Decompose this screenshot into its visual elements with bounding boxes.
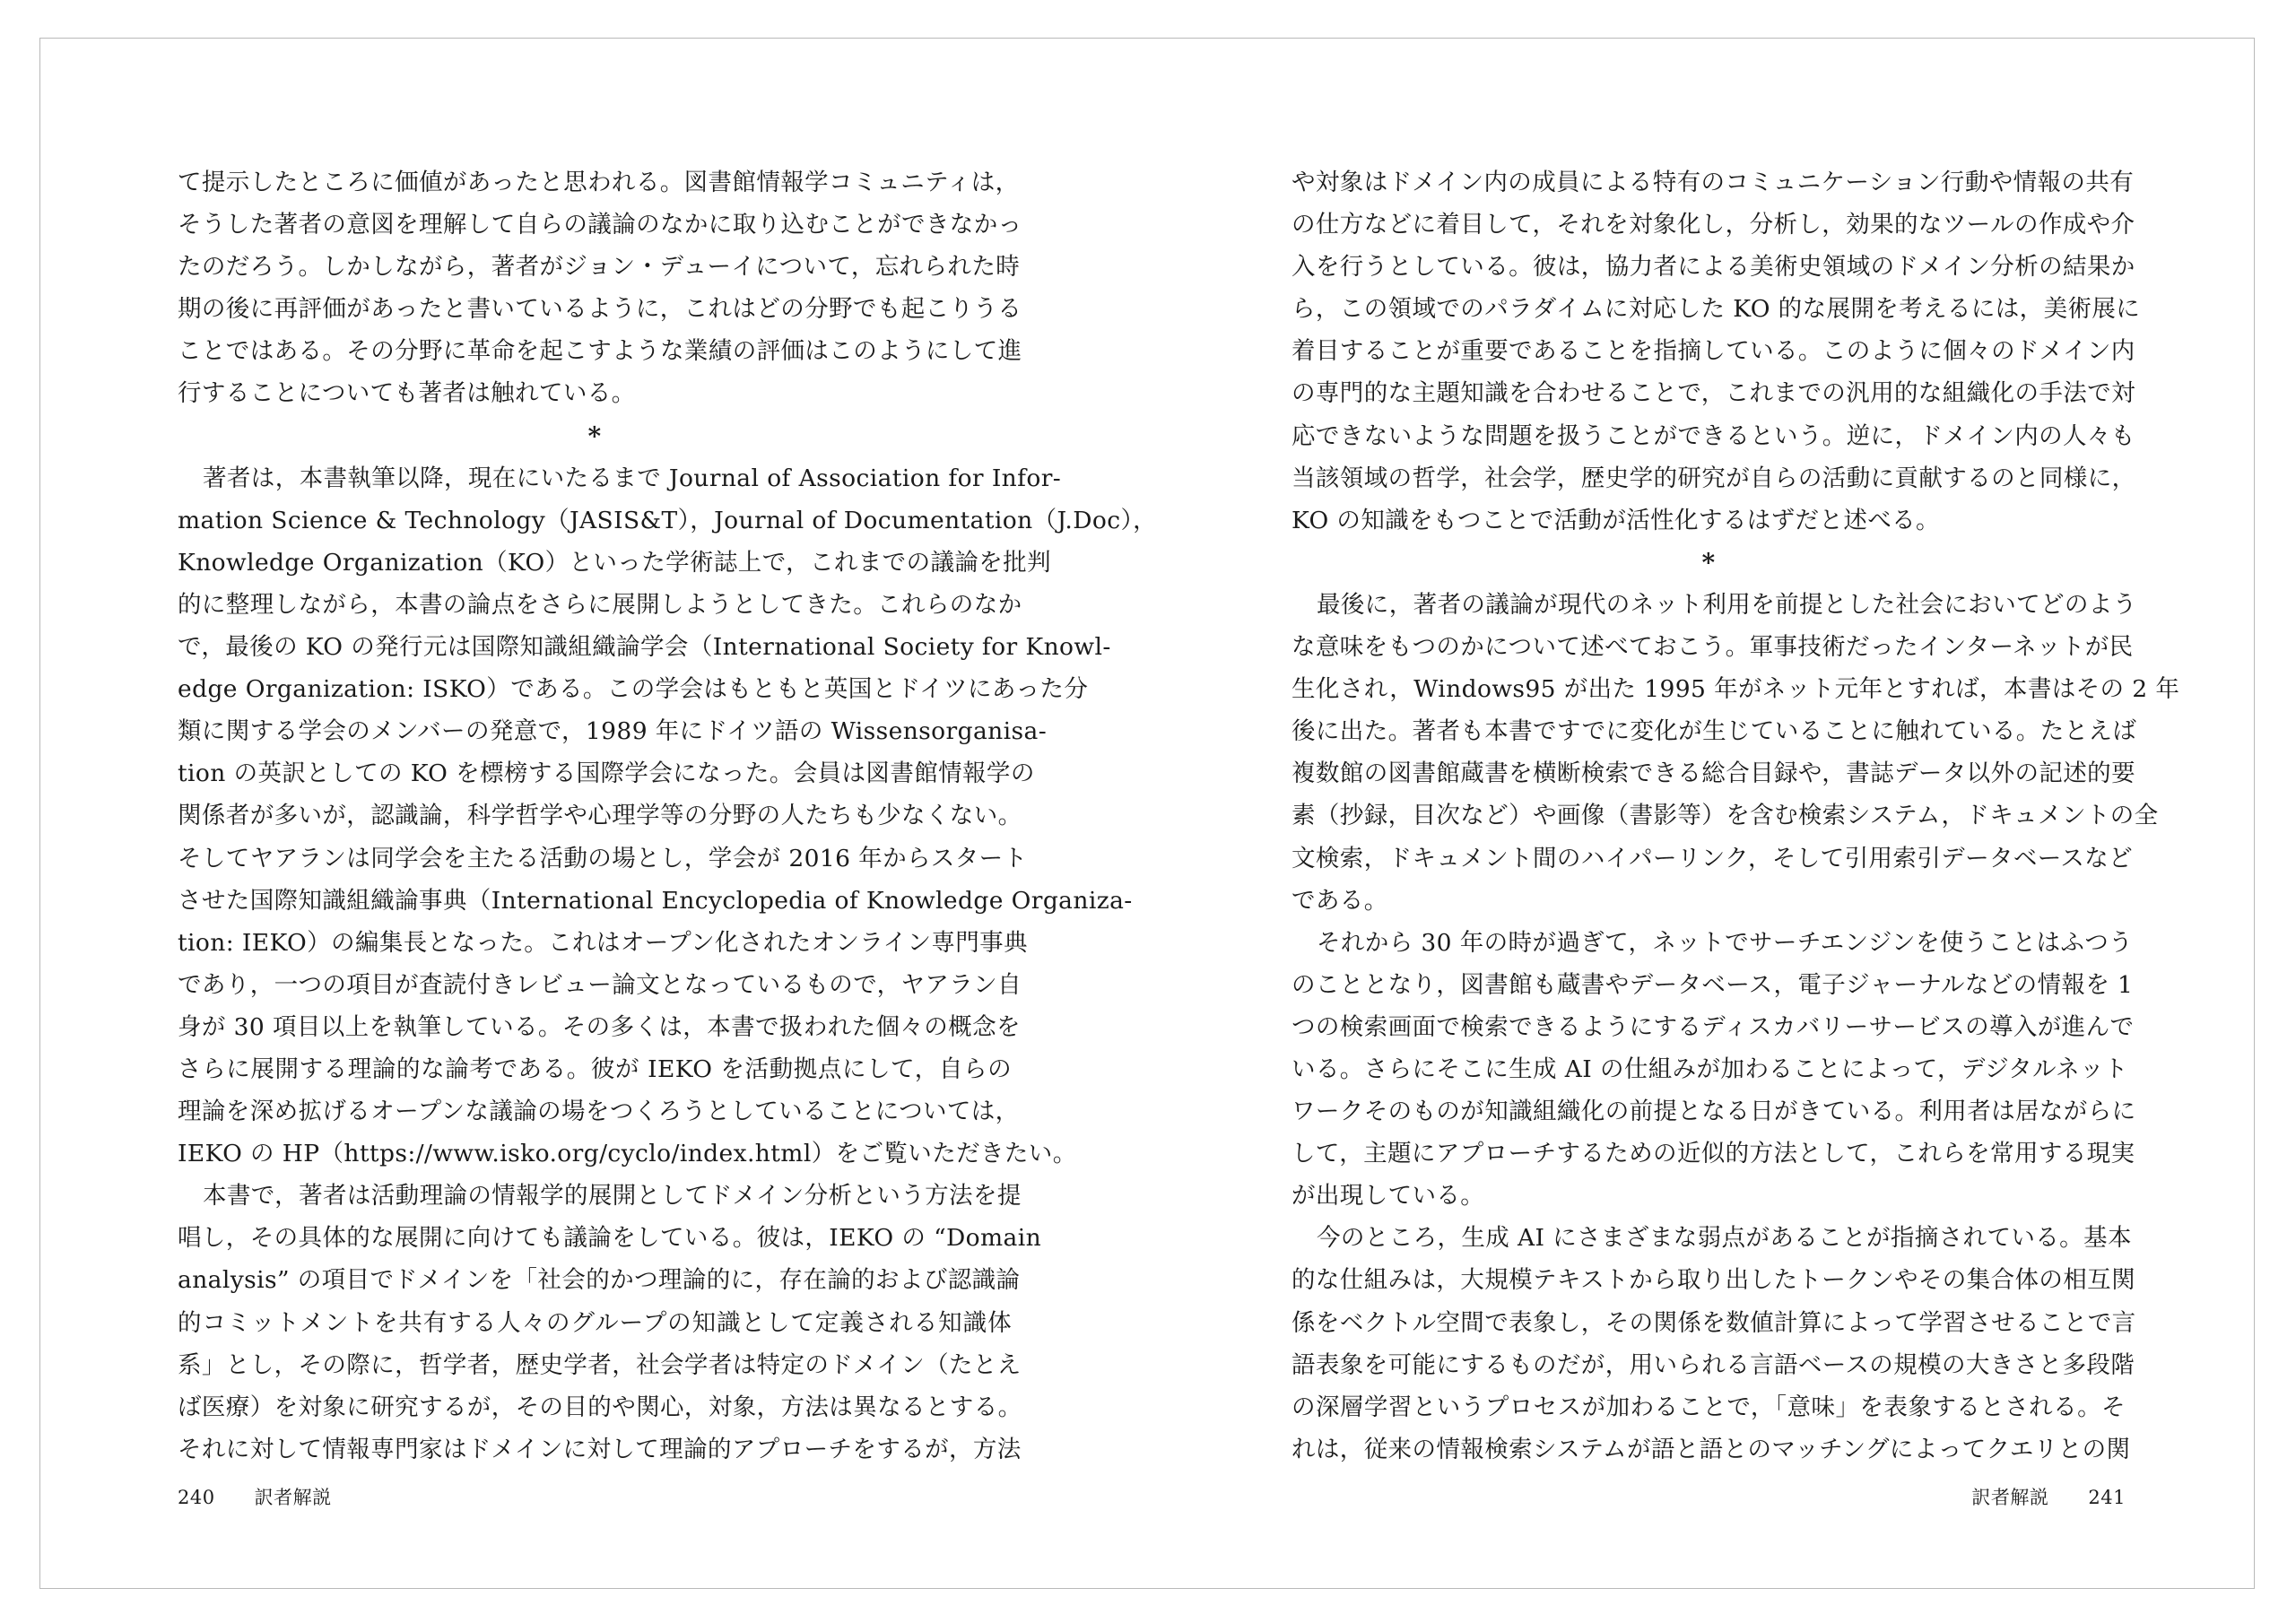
text-line: 唱し，その具体的な展開に向けても議論をしている。彼は，IEKO の “Domain xyxy=(178,1224,1042,1253)
text-line: 今のところ，生成 AI にさまざまな弱点があることが指摘されている。基本 xyxy=(1317,1224,2132,1253)
text-line: IEKO の HP（https://www.isko.org/cyclo/index.html）をご覧いただきたい。 xyxy=(178,1140,1077,1168)
text-line: 的に整理しながら，本書の論点をさらに展開しようとしてきた。これらのなか xyxy=(178,590,1022,619)
text-line: 語表象を可能にするものだが，用いられる言語ベースの規模の大きさと多段階 xyxy=(1292,1350,2135,1379)
text-line: 関係者が多いが，認識論，科学哲学や心理学等の分野の人たちも少なくない。 xyxy=(178,802,1022,830)
text-line: が出現している。 xyxy=(1292,1182,1485,1211)
running-footer: 訳者解説 xyxy=(254,1487,332,1508)
text-line: 着目することが重要であることを指摘している。このように個々のドメイン内 xyxy=(1292,337,2135,366)
text-line: たのだろう。しかしながら，著者がジョン・デューイについて，忘れられた時 xyxy=(178,253,1021,282)
text-line: 行することについても著者は触れている。 xyxy=(178,379,636,408)
text-line: の深層学習というプロセスが加わることで，「意味」を表象するとされる。そ xyxy=(1292,1393,2126,1421)
text-line: 応できないような問題を扱うことができるという。逆に，ドメイン内の人々も xyxy=(1292,421,2135,450)
text-line: 期の後に再評価があったと書いているように，これはどの分野でも起こりうる xyxy=(178,295,1022,324)
running-footer: 訳者解説 xyxy=(1971,1487,2049,1508)
text-line: ことではある。その分野に革命を起こすような業績の評価はこのようにして進 xyxy=(178,337,1022,366)
left-page-body xyxy=(178,161,1158,1471)
text-line: 入を行うとしている。彼は，協力者による美術史領域のドメイン分析の結果か xyxy=(1292,253,2135,282)
text-line: edge Organization: ISKO）である。この学会はもともと英国とドイツにあった分 xyxy=(178,675,1089,704)
text-line: であり，一つの項目が査読付きレビュー論文となっているもので，ヤアラン自 xyxy=(178,970,1022,999)
text-line: や対象はドメイン内の成員による特有のコミュニケーション行動や情報の共有 xyxy=(1292,169,2135,196)
text-line: の専門的な主題知識を合わせることで，これまでの汎用的な組織化の手法で対 xyxy=(1292,379,2135,408)
text-line: の仕方などに着目して，それを対象化し，分析し，効果的なツールの作成や介 xyxy=(1292,211,2135,239)
text-line: それに対して情報専門家はドメインに対して理論的アプローチをするが，方法 xyxy=(178,1435,1022,1463)
right-folio xyxy=(1971,1483,2126,1510)
text-line: 的コミットメントを共有する人々のグループの知識として定義される知識体 xyxy=(178,1308,1012,1337)
text-line: 最後に，著者の議論が現代のネット利用を前提とした社会においてどのよう xyxy=(1317,590,2137,619)
text-line: 文検索，ドキュメント間のハイパーリンク，そして引用索引データベースなど xyxy=(1292,844,2134,872)
text-line: さらに展開する理論的な論考である。彼が IEKO を活動拠点にして，自らの xyxy=(178,1055,1012,1083)
text-line: させた国際知識組織論事典（International Encyclopedia of Knowledge Organiza- xyxy=(178,886,1133,915)
text-line: つの検索画面で検索できるようにするディスカバリーサービスの導入が進んで xyxy=(1292,1012,2135,1041)
text-line: analysis” の項目でドメインを「社会的かつ理論的に，存在論的および認識論 xyxy=(178,1266,1021,1295)
text-line: 素（抄録，目次など）や画像（書影等）を含む検索システム，ドキュメントの全 xyxy=(1292,802,2159,830)
text-line: それから 30 年の時が過ぎて，ネットでサーチエンジンを使うことはふつう xyxy=(1317,928,2134,957)
text-line: ば医療）を対象に研究するが，その目的や関心，対象，方法は異なるとする。 xyxy=(178,1393,1022,1421)
text-line: tion: IEKO）の編集長となった。これはオープン化されたオンライン専門事典 xyxy=(178,928,1028,957)
text-line: 著者は，本書執筆以降，現在にいたるまで Journal of Association for Infor- xyxy=(203,464,1062,492)
text-line: 類に関する学会のメンバーの発意で，1989 年にドイツ語の Wissensorganisa- xyxy=(178,717,1048,746)
text-line: 生化され，Windows95 が出た 1995 年がネット元年とすれば，本書はその 2 年 xyxy=(1292,675,2180,704)
text-line: いる。さらにそこに生成 AI の仕組みが加わることによって，デジタルネット xyxy=(1292,1055,2128,1083)
text-line: である。 xyxy=(1292,886,1388,915)
text-line: そしてヤアランは同学会を主たる活動の場とし，学会が 2016 年からスタート xyxy=(178,844,1028,872)
text-line: 係をベクトル空間で表象し，その関係を数値計算によって学習させることで言 xyxy=(1292,1308,2136,1337)
right-page-body xyxy=(1292,161,2180,1471)
text-line: 系」とし，その際に，哲学者，歴史学者，社会学者は特定のドメイン（たとえ xyxy=(178,1350,1022,1379)
text-line: ら，この領域でのパラダイムに対応した KO 的な展開を考えるには，美術展に xyxy=(1292,295,2141,324)
text-line: 当該領域の哲学，社会学，歴史学的研究が自らの活動に貢献するのと同様に， xyxy=(1292,464,2136,492)
text-line: 本書で，著者は活動理論の情報学的展開としてドメイン分析という方法を提 xyxy=(203,1182,1022,1211)
page-number: 241 xyxy=(2088,1487,2126,1508)
text-line: 的な仕組みは，大規模テキストから取り出したトークンやその集合体の相互関 xyxy=(1292,1266,2135,1295)
text-line: のこととなり，図書館も蔵書やデータベース，電子ジャーナルなどの情報を 1 xyxy=(1292,970,2134,999)
text-line: Knowledge Organization（KO）といった学術誌上で，これまでの議論を批判 xyxy=(178,548,1051,577)
text-line: tion の英訳としての KO を標榜する国際学会になった。会員は図書館情報学の xyxy=(178,759,1035,788)
text-line: 複数館の図書館蔵書を横断検索できる総合目録や，書誌データ以外の記述的要 xyxy=(1292,759,2135,788)
text-line: そうした著者の意図を理解して自らの議論のなかに取り込むことができなかっ xyxy=(178,211,1022,239)
section-separator: * xyxy=(587,421,602,451)
page-number: 240 xyxy=(178,1487,215,1508)
text-line: な意味をもつのかについて述べておこう。軍事技術だったインターネットが民 xyxy=(1292,633,2134,662)
text-line: 身が 30 項目以上を執筆している。その多くは，本書で扱われた個々の概念を xyxy=(178,1012,1021,1041)
left-folio xyxy=(178,1483,332,1510)
text-line: KO の知識をもつことで活動が活性化するはずだと述べる。 xyxy=(1292,506,1940,534)
text-line: 後に出た。著者も本書ですでに変化が生じていることに触れている。たとえば xyxy=(1292,717,2137,746)
text-line: して，主題にアプローチするための近似的方法として，これらを常用する現実 xyxy=(1292,1140,2135,1168)
text-line: れは，従来の情報検索システムが語と語とのマッチングによってクエリとの関 xyxy=(1292,1435,2131,1463)
section-separator: * xyxy=(1701,547,1716,577)
text-line: ワークそのものが知識組織化の前提となる日がきている。利用者は居ながらに xyxy=(1292,1098,2136,1126)
text-line: 理論を深め拡げるオープンな議論の場をつくろうとしていることについては， xyxy=(178,1098,1020,1126)
text-line: て提示したところに価値があったと思われる。図書館情報学コミュニティは， xyxy=(178,169,1020,196)
text-line: mation Science & Technology（JASIS&T），Journal of Documentation（J.Doc）， xyxy=(178,506,1158,534)
text-line: で，最後の KO の発行元は国際知識組織論学会（International Society for Knowl- xyxy=(178,633,1111,662)
